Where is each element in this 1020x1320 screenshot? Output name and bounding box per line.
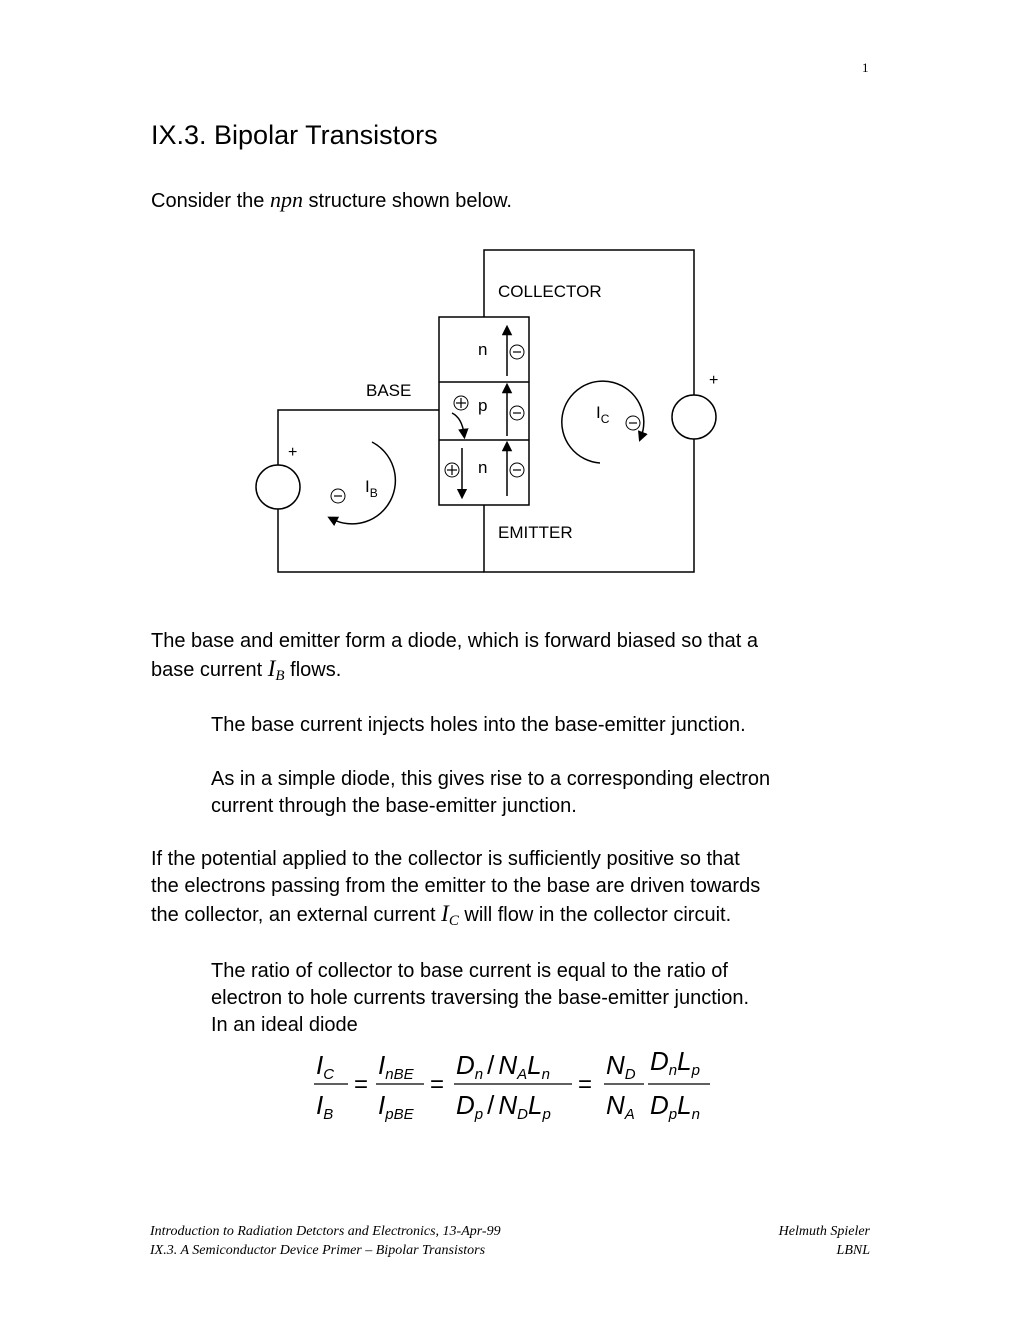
sym: N bbox=[498, 1090, 518, 1120]
region-mid-label: p bbox=[478, 396, 488, 415]
sub: n bbox=[474, 1066, 484, 1083]
sub: n bbox=[541, 1066, 550, 1083]
paragraph-3-line-1: As in a simple diode, this gives rise to a corresponding electron bbox=[211, 768, 771, 790]
current-ratio-equation bbox=[300, 1040, 730, 1130]
sub: n bbox=[691, 1106, 700, 1123]
var-ic-sub: C bbox=[448, 913, 459, 929]
p1-text-after: flows. bbox=[284, 659, 342, 681]
var-ib-sub: B bbox=[275, 668, 285, 684]
ib-label-main: I bbox=[365, 477, 370, 496]
sym: N bbox=[606, 1050, 625, 1080]
eq-inbe bbox=[378, 1050, 415, 1083]
eq-equals: = bbox=[430, 1071, 445, 1098]
sym: N bbox=[498, 1050, 518, 1080]
ib-loop-arrow bbox=[332, 442, 395, 524]
collector-voltage-source bbox=[672, 395, 716, 439]
sub: p bbox=[668, 1106, 678, 1123]
base-wire bbox=[278, 410, 439, 465]
eq-term3-num bbox=[456, 1050, 550, 1083]
sub: D bbox=[517, 1106, 528, 1123]
eq-equals: = bbox=[354, 1071, 369, 1098]
sub: p bbox=[542, 1106, 551, 1123]
ic-label bbox=[596, 403, 610, 426]
sub: A bbox=[517, 1066, 528, 1083]
sym: D bbox=[650, 1046, 669, 1076]
footer-left-line-1: Introduction to Radiation Detctors and Electronics, 13-Apr-99 bbox=[150, 1224, 501, 1239]
sub: D bbox=[624, 1066, 636, 1083]
sym: I bbox=[378, 1050, 386, 1080]
sub: C bbox=[323, 1066, 335, 1083]
sub: B bbox=[323, 1106, 334, 1123]
sym: D bbox=[456, 1050, 475, 1080]
region-top-label: n bbox=[478, 340, 488, 359]
eq-ipbe bbox=[378, 1090, 415, 1123]
paragraph-3-line-2: current through the base-emitter junction. bbox=[211, 795, 577, 817]
npn-circuit-diagram bbox=[0, 0, 1020, 600]
ic-label-sub: C bbox=[600, 412, 610, 426]
paragraph-3 bbox=[211, 766, 770, 820]
footer-left bbox=[150, 1222, 501, 1260]
paragraph-4-line-3 bbox=[151, 900, 760, 935]
intro-italic-npn: npn bbox=[269, 187, 303, 212]
region-bot-label: n bbox=[478, 458, 488, 477]
p4-text-after: will flow in the collector circuit. bbox=[458, 904, 732, 926]
footer-right-line-1: Helmuth Spieler bbox=[778, 1224, 870, 1239]
page-number: 1 bbox=[862, 60, 869, 75]
collector-plus-label: + bbox=[709, 372, 719, 389]
sub: p bbox=[474, 1106, 484, 1123]
eq-dnlp bbox=[650, 1046, 700, 1079]
eq-ib bbox=[316, 1090, 333, 1123]
sym: L bbox=[527, 1050, 542, 1080]
eq-dpln bbox=[650, 1090, 700, 1123]
sym: I bbox=[316, 1090, 324, 1120]
paragraph-1 bbox=[151, 628, 758, 690]
base-return-wire bbox=[278, 509, 484, 572]
sym: D bbox=[650, 1090, 669, 1120]
eq-equals: = bbox=[578, 1071, 593, 1098]
eq-nd bbox=[606, 1050, 636, 1083]
intro-text-after: structure shown below. bbox=[302, 190, 512, 212]
footer-left-line-2: IX.3. A Semiconductor Device Primer – Bipolar Transistors bbox=[150, 1243, 486, 1258]
sub: n bbox=[668, 1062, 678, 1079]
var-ic: I bbox=[441, 901, 449, 926]
footer-right-line-2: LBNL bbox=[836, 1243, 870, 1258]
var-ib: I bbox=[267, 656, 276, 681]
ib-label bbox=[365, 477, 378, 500]
sym: I bbox=[378, 1090, 386, 1120]
hole-curve-arrow bbox=[452, 413, 464, 434]
paragraph-5-line-3: In an ideal diode bbox=[211, 1014, 358, 1036]
sym: L bbox=[527, 1090, 543, 1120]
paragraph-2: The base current injects holes into the base-emitter junction. bbox=[211, 714, 746, 736]
slash: / bbox=[487, 1050, 495, 1080]
base-voltage-source bbox=[256, 465, 300, 509]
collector-wire bbox=[484, 250, 694, 395]
base-plus-label: + bbox=[288, 444, 298, 461]
sub: pBE bbox=[385, 1106, 414, 1123]
paragraph-4-line-1: If the potential applied to the collector is sufficiently positive so that bbox=[151, 848, 740, 870]
paragraph-1-line-1: The base and emitter form a diode, which is forward biased so that a bbox=[151, 630, 758, 652]
base-label: BASE bbox=[366, 381, 412, 400]
collector-label: COLLECTOR bbox=[498, 282, 602, 301]
p1-text: base current bbox=[151, 659, 268, 681]
ib-label-sub: B bbox=[369, 486, 378, 500]
paragraph-4-line-2: the electrons passing from the emitter to the base are driven towards bbox=[151, 875, 761, 897]
emitter-label: EMITTER bbox=[498, 523, 573, 542]
sub: p bbox=[691, 1062, 700, 1079]
sym: L bbox=[677, 1090, 692, 1120]
slash: / bbox=[487, 1090, 495, 1120]
sub: A bbox=[624, 1106, 635, 1123]
paragraph-5-line-1: The ratio of collector to base current is equal to the ratio of bbox=[211, 960, 728, 982]
paragraph-5-line-2: electron to hole currents traversing the base-emitter junction. bbox=[211, 987, 750, 1009]
paragraph-1-line-2 bbox=[151, 655, 758, 690]
page-title: IX.3. Bipolar Transistors bbox=[151, 120, 438, 150]
sym: L bbox=[677, 1046, 692, 1076]
sym: I bbox=[316, 1050, 324, 1080]
paragraph-5 bbox=[211, 958, 749, 1039]
intro-text-before: Consider the bbox=[151, 190, 270, 212]
p4-text: the collector, an external current bbox=[151, 904, 442, 926]
ic-label-main: I bbox=[596, 403, 601, 422]
eq-term3-den bbox=[456, 1090, 551, 1123]
eq-na bbox=[606, 1090, 635, 1123]
footer-right bbox=[779, 1222, 870, 1260]
paragraph-4 bbox=[151, 846, 760, 935]
eq-ic bbox=[316, 1050, 334, 1083]
sym: N bbox=[606, 1090, 625, 1120]
sub: nBE bbox=[385, 1066, 414, 1083]
sym: D bbox=[456, 1090, 475, 1120]
